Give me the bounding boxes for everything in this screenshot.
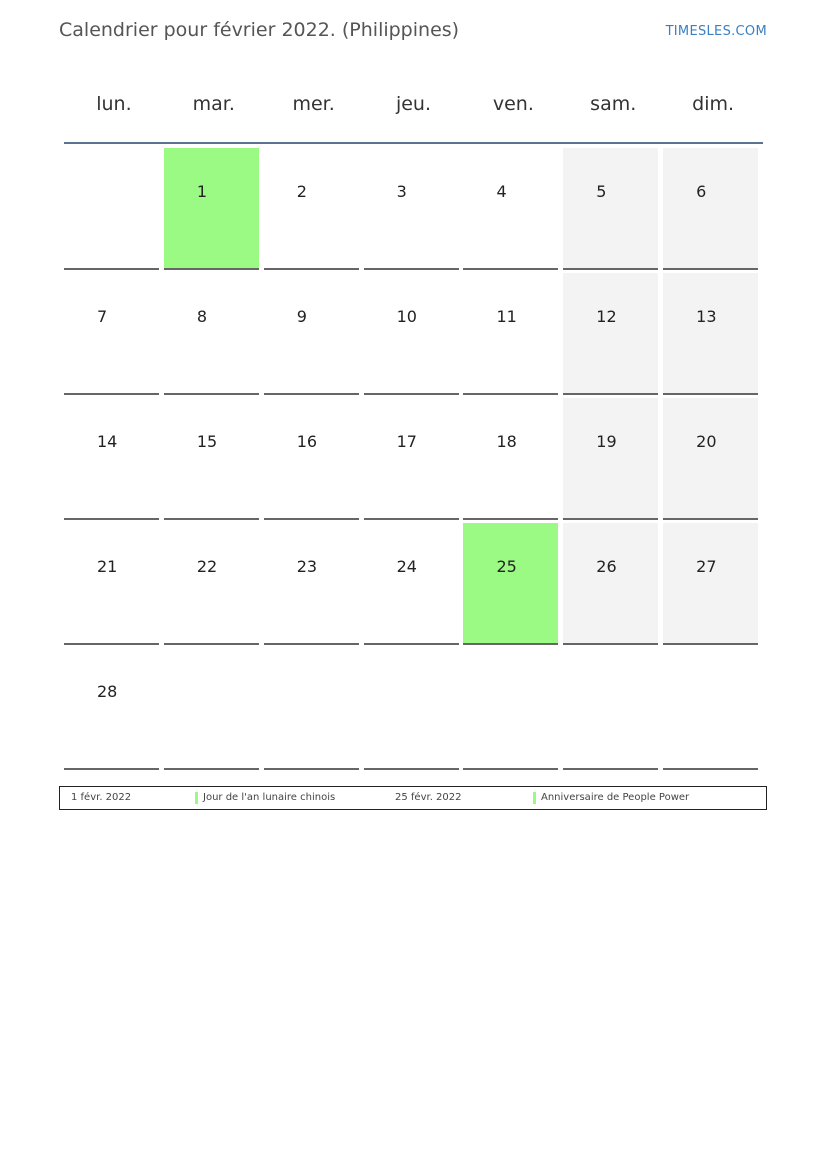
weekday-label: sam.: [590, 93, 637, 115]
holiday-date: 1 févr. 2022: [71, 792, 132, 803]
day-number: 4: [496, 182, 507, 201]
day-number: 10: [396, 307, 417, 326]
weekday-label: lun.: [96, 93, 132, 115]
day-number: 2: [296, 182, 307, 201]
holiday-day-cell[interactable]: [164, 148, 259, 270]
day-number: 12: [596, 307, 617, 326]
holiday-date: 25 févr. 2022: [395, 792, 462, 803]
holiday-legend: [59, 786, 767, 810]
day-cell[interactable]: [164, 398, 259, 520]
day-cell[interactable]: [364, 523, 459, 645]
day-number: 6: [696, 182, 707, 201]
empty-day-cell: [64, 148, 159, 270]
holiday-name: Anniversaire de People Power: [541, 792, 690, 803]
day-number: 21: [97, 557, 118, 576]
week-row: [64, 273, 763, 398]
day-cell[interactable]: [463, 148, 558, 270]
holiday-name: Jour de l'an lunaire chinois: [203, 792, 336, 803]
day-number: 24: [396, 557, 417, 576]
weekday-label: dim.: [692, 93, 735, 115]
week-row: [64, 148, 763, 273]
weekday-header: [64, 84, 763, 144]
day-cell[interactable]: [663, 398, 758, 520]
day-number: 20: [696, 432, 717, 451]
calendar-grid: [64, 84, 763, 773]
day-cell[interactable]: [563, 523, 658, 645]
day-cell[interactable]: [364, 273, 459, 395]
weekday-label: mar.: [192, 93, 235, 115]
day-number: 25: [496, 557, 517, 576]
weekday-label: jeu.: [395, 93, 432, 115]
day-cell[interactable]: [64, 648, 159, 770]
day-cell[interactable]: [264, 148, 359, 270]
week-row: [64, 523, 763, 648]
day-cell[interactable]: [563, 398, 658, 520]
day-number: 19: [596, 432, 617, 451]
day-cell[interactable]: [64, 398, 159, 520]
day-cell[interactable]: [563, 148, 658, 270]
week-row: [64, 648, 763, 773]
empty-day-cell: [164, 648, 259, 770]
empty-day-cell: [463, 648, 558, 770]
day-cell[interactable]: [663, 523, 758, 645]
day-cell[interactable]: [164, 523, 259, 645]
day-number: 8: [196, 307, 208, 326]
day-number: 1: [196, 182, 208, 201]
day-number: 13: [696, 307, 717, 326]
day-cell[interactable]: [264, 273, 359, 395]
day-cell[interactable]: [364, 398, 459, 520]
day-number: 27: [696, 557, 717, 576]
week-row: [64, 398, 763, 523]
day-number: 22: [196, 557, 218, 576]
day-number: 18: [496, 432, 517, 451]
page-title: Calendrier pour février 2022. (Philippines): [59, 19, 460, 41]
weekday-label: ven.: [492, 93, 534, 115]
day-number: 9: [296, 307, 307, 326]
weeks-container: [64, 148, 763, 773]
day-number: 3: [396, 182, 407, 201]
day-number: 28: [97, 682, 118, 701]
day-number: 26: [596, 557, 617, 576]
holiday-color-marker: [533, 792, 536, 804]
day-cell[interactable]: [264, 523, 359, 645]
day-cell[interactable]: [663, 273, 758, 395]
day-number: 14: [97, 432, 118, 451]
holiday-day-cell[interactable]: [463, 523, 558, 645]
day-number: 23: [296, 557, 318, 576]
day-cell[interactable]: [463, 273, 558, 395]
day-number: 15: [196, 432, 218, 451]
day-cell[interactable]: [164, 273, 259, 395]
day-cell[interactable]: [64, 273, 159, 395]
day-number: 5: [596, 182, 607, 201]
empty-day-cell: [663, 648, 758, 770]
day-cell[interactable]: [463, 398, 558, 520]
day-cell[interactable]: [663, 148, 758, 270]
brand-link[interactable]: TIMESLES.COM: [665, 24, 767, 39]
day-cell[interactable]: [264, 398, 359, 520]
day-number: 17: [396, 432, 417, 451]
empty-day-cell: [364, 648, 459, 770]
day-number: 11: [496, 307, 517, 326]
day-number: 7: [97, 307, 108, 326]
weekday-label: mer.: [292, 93, 335, 115]
day-cell[interactable]: [364, 148, 459, 270]
day-cell[interactable]: [563, 273, 658, 395]
day-number: 16: [296, 432, 318, 451]
empty-day-cell: [264, 648, 359, 770]
day-cell[interactable]: [64, 523, 159, 645]
holiday-color-marker: [195, 792, 198, 804]
empty-day-cell: [563, 648, 658, 770]
